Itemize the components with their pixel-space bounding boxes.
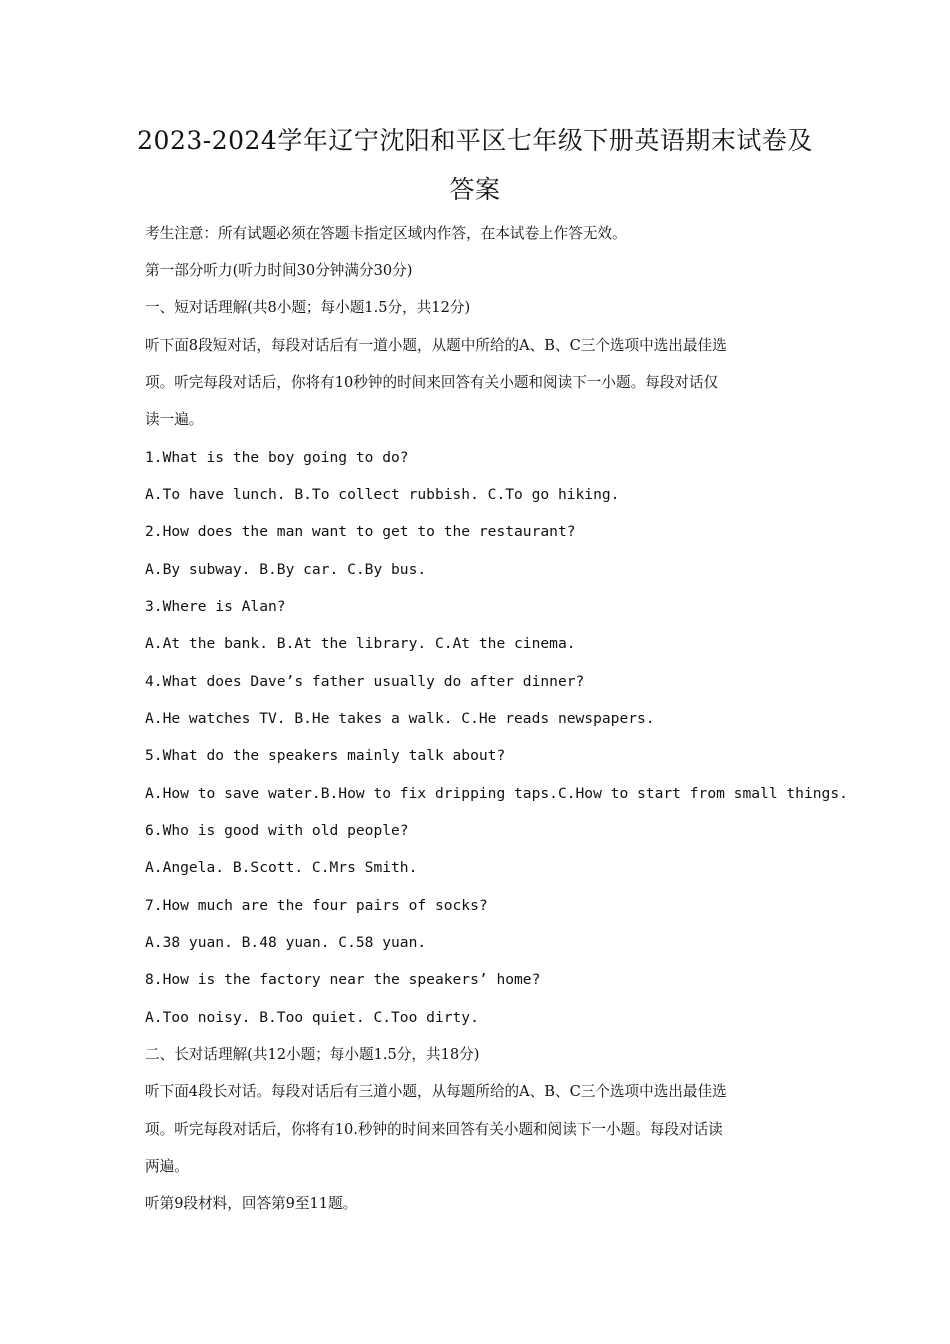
question-1: 1.What is the boy going to do?	[145, 449, 409, 466]
question-3: 3.Where is Alan?	[145, 598, 286, 615]
question-6: 6.Who is good with old people?	[145, 822, 409, 839]
question-2: 2.How does the man want to get to the restaurant?	[145, 523, 576, 540]
question-8: 8.How is the factory near the speakers’ home?	[145, 971, 541, 988]
section2-instruction-line: 两遍。	[145, 1158, 189, 1175]
question-8-options: A.Too noisy. B.Too quiet. C.Too dirty.	[145, 1009, 479, 1026]
section2-heading: 二、长对话理解(共12小题；每小题1.5分，共18分)	[145, 1046, 480, 1063]
section1-instruction-line: 项。听完每段对话后，你将有10秒钟的时间来回答有关小题和阅读下一小题。每段对话仅	[145, 374, 719, 391]
question-5: 5.What do the speakers mainly talk about?	[145, 747, 506, 764]
question-4-options: A.He watches TV. B.He takes a walk. C.He reads newspapers.	[145, 710, 655, 727]
exam-title-line-2: 答案	[449, 175, 501, 204]
section1-instruction-line: 读一遍。	[145, 411, 204, 428]
section1-heading: 一、短对话理解(共8小题；每小题1.5分，共12分)	[145, 299, 471, 316]
section2-instruction-line: 听下面4段长对话。每段对话后有三道小题，从每题所给的A、B、C三个选项中选出最佳选	[145, 1083, 727, 1100]
question-6-options: A.Angela. B.Scott. C.Mrs Smith.	[145, 859, 418, 876]
section1-instruction-line: 听下面8段短对话，每段对话后有一道小题，从题中所给的A、B、C三个选项中选出最佳选	[145, 337, 727, 354]
question-4: 4.What does Dave’s father usually do after dinner?	[145, 673, 585, 690]
part1-heading: 第一部分听力(听力时间30分钟满分30分)	[145, 262, 413, 279]
material-note: 听第9段材料，回答第9至11题。	[145, 1195, 358, 1212]
question-7: 7.How much are the four pairs of socks?	[145, 897, 488, 914]
question-3-options: A.At the bank. B.At the library. C.At the cinema.	[145, 635, 576, 652]
question-5-options: A.How to save water.B.How to fix dripping taps.C.How to start from small things.	[145, 785, 848, 802]
exam-title-line-1: 2023-2024学年辽宁沈阳和平区七年级下册英语期末试卷及	[137, 126, 813, 155]
question-2-options: A.By subway. B.By car. C.By bus.	[145, 561, 427, 578]
question-7-options: A.38 yuan. B.48 yuan. C.58 yuan.	[145, 934, 427, 951]
section2-instruction-line: 项。听完每段对话后，你将有10.秒钟的时间来回答有关小题和阅读下一小题。每段对话读	[145, 1121, 723, 1138]
candidate-notice: 考生注意：所有试题必须在答题卡指定区域内作答，在本试卷上作答无效。	[145, 225, 627, 242]
question-1-options: A.To have lunch. B.To collect rubbish. C.To go hiking.	[145, 486, 620, 503]
